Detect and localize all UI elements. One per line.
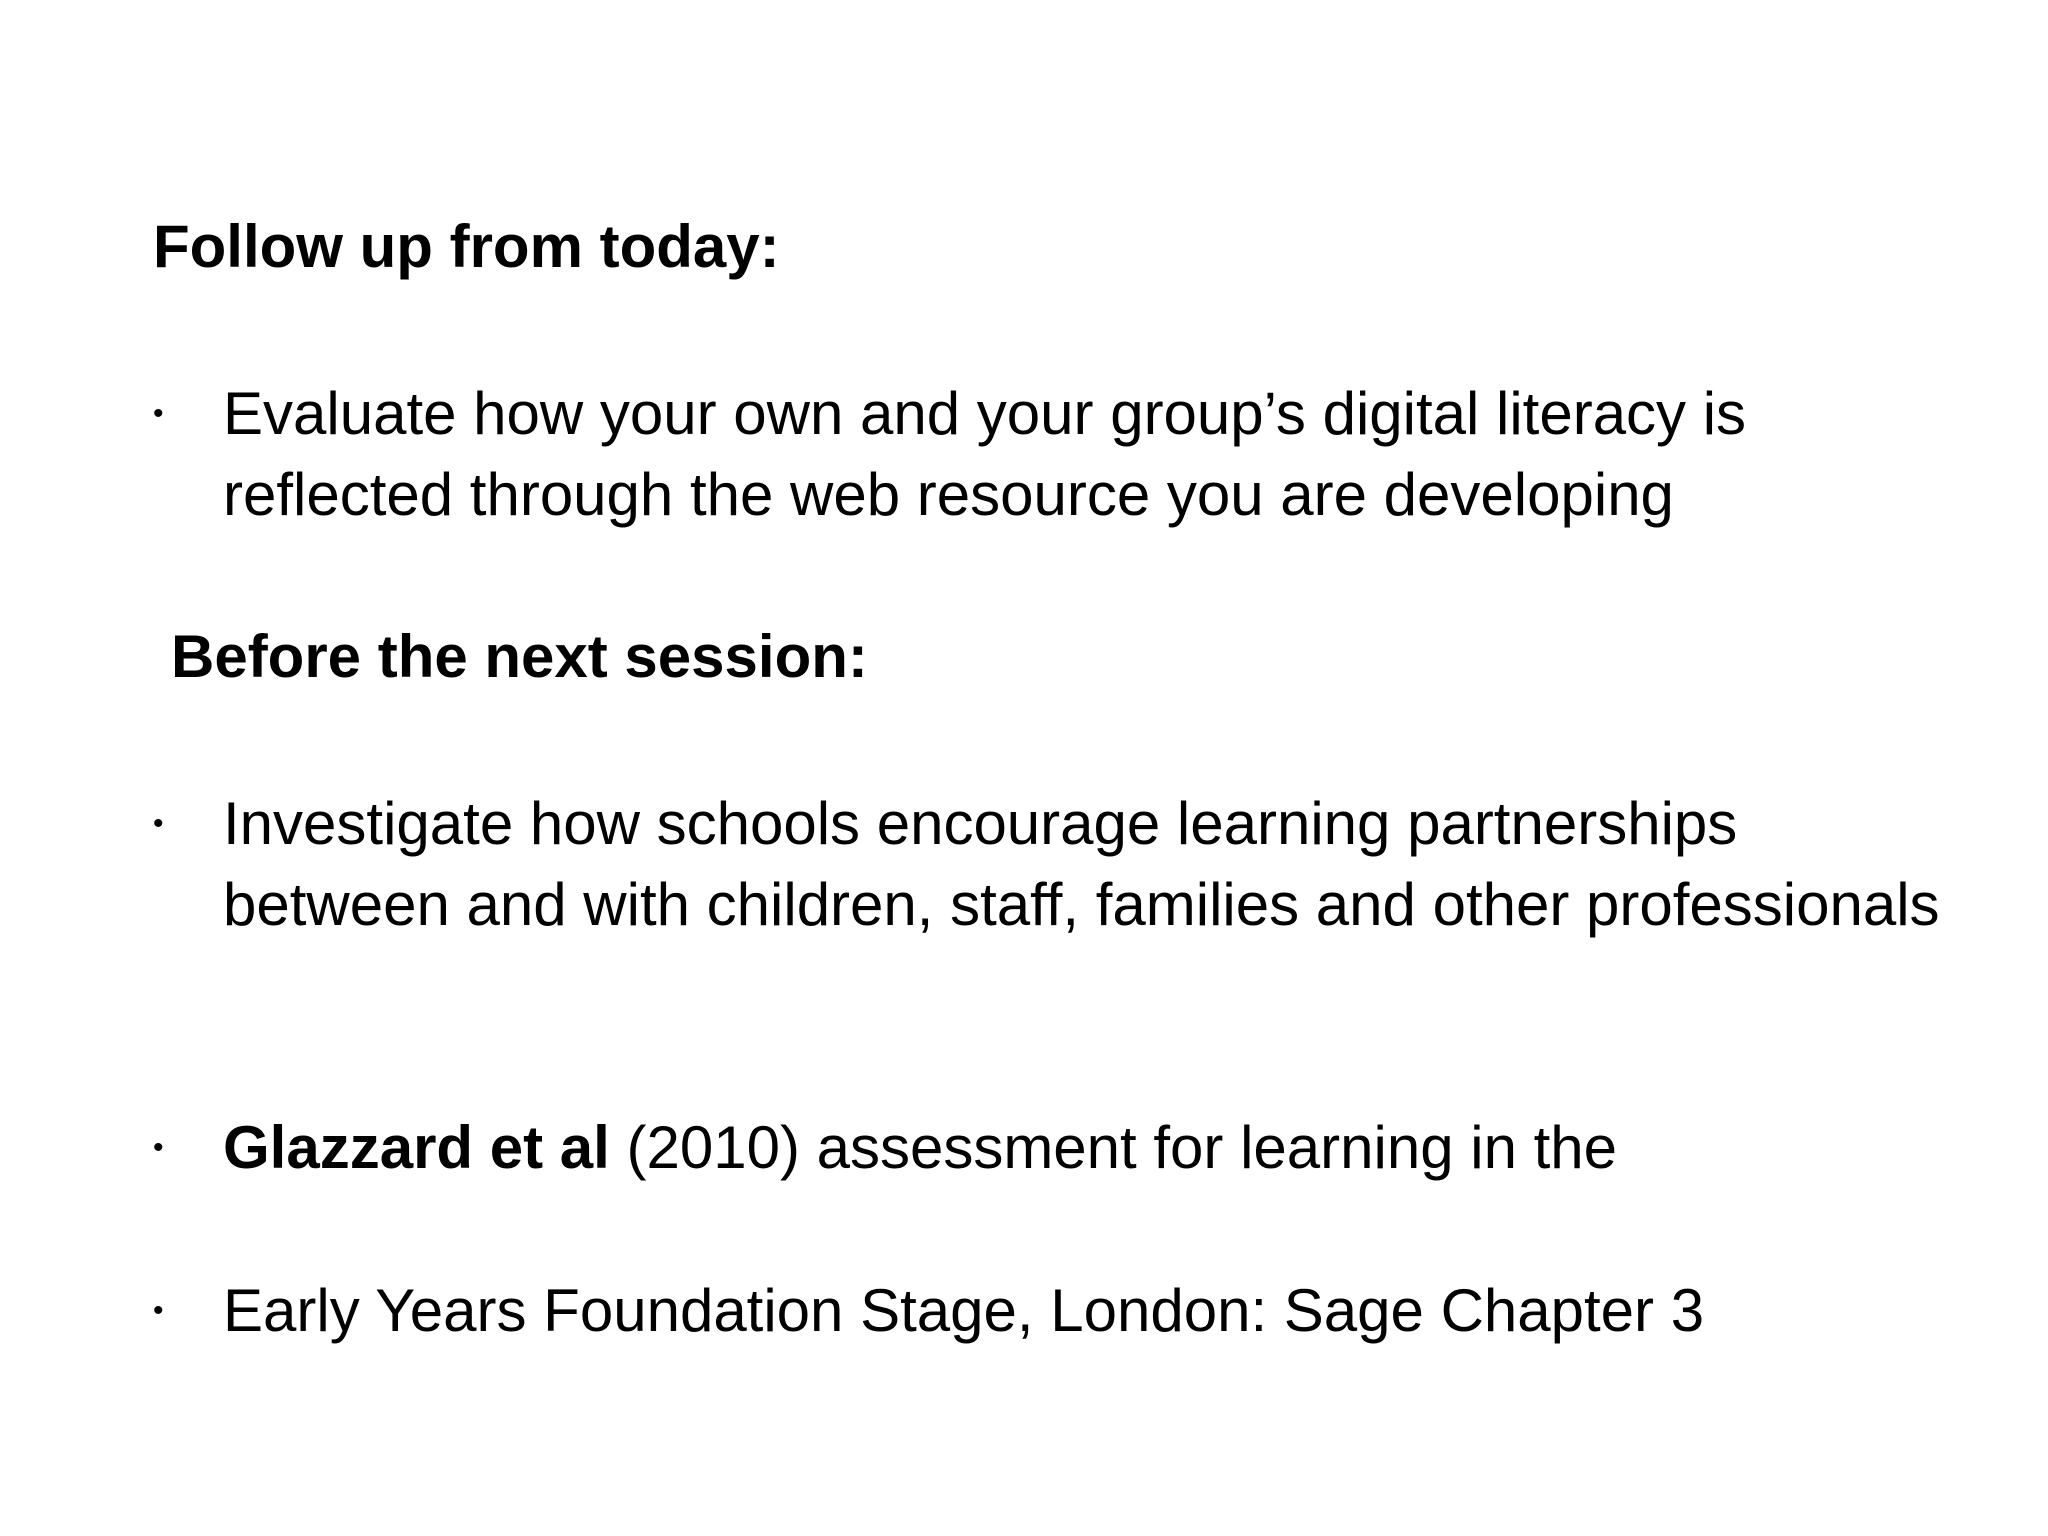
list-item-investigate <box>153 783 1953 945</box>
bullet-icon: • <box>153 397 164 430</box>
citation-details: (2010) assessment for learning in the <box>609 1114 1618 1181</box>
list-item-text: Early Years Foundation Stage, London: Sage Chapter 3 <box>223 1277 1705 1344</box>
list-item-glazzard <box>153 1107 1953 1188</box>
list-item-text: Investigate how schools encourage learning partnerships between and with children, staff, families and other professionals <box>223 790 1940 938</box>
bullet-icon: • <box>153 1131 164 1164</box>
heading-before-next-session: Before the next session: <box>171 623 868 690</box>
citation-author: Glazzard et al <box>223 1114 610 1181</box>
list-item-evaluate <box>153 373 1953 535</box>
list-item-early-years <box>153 1270 1953 1351</box>
bullet-icon: • <box>153 1294 164 1327</box>
heading-follow-up: Follow up from today: <box>153 213 780 280</box>
list-item-text <box>223 1107 1953 1188</box>
bullet-icon: • <box>153 807 164 840</box>
list-item-text: Evaluate how your own and your group’s digital literacy is reflected through the web resource you are developing <box>223 380 1747 528</box>
